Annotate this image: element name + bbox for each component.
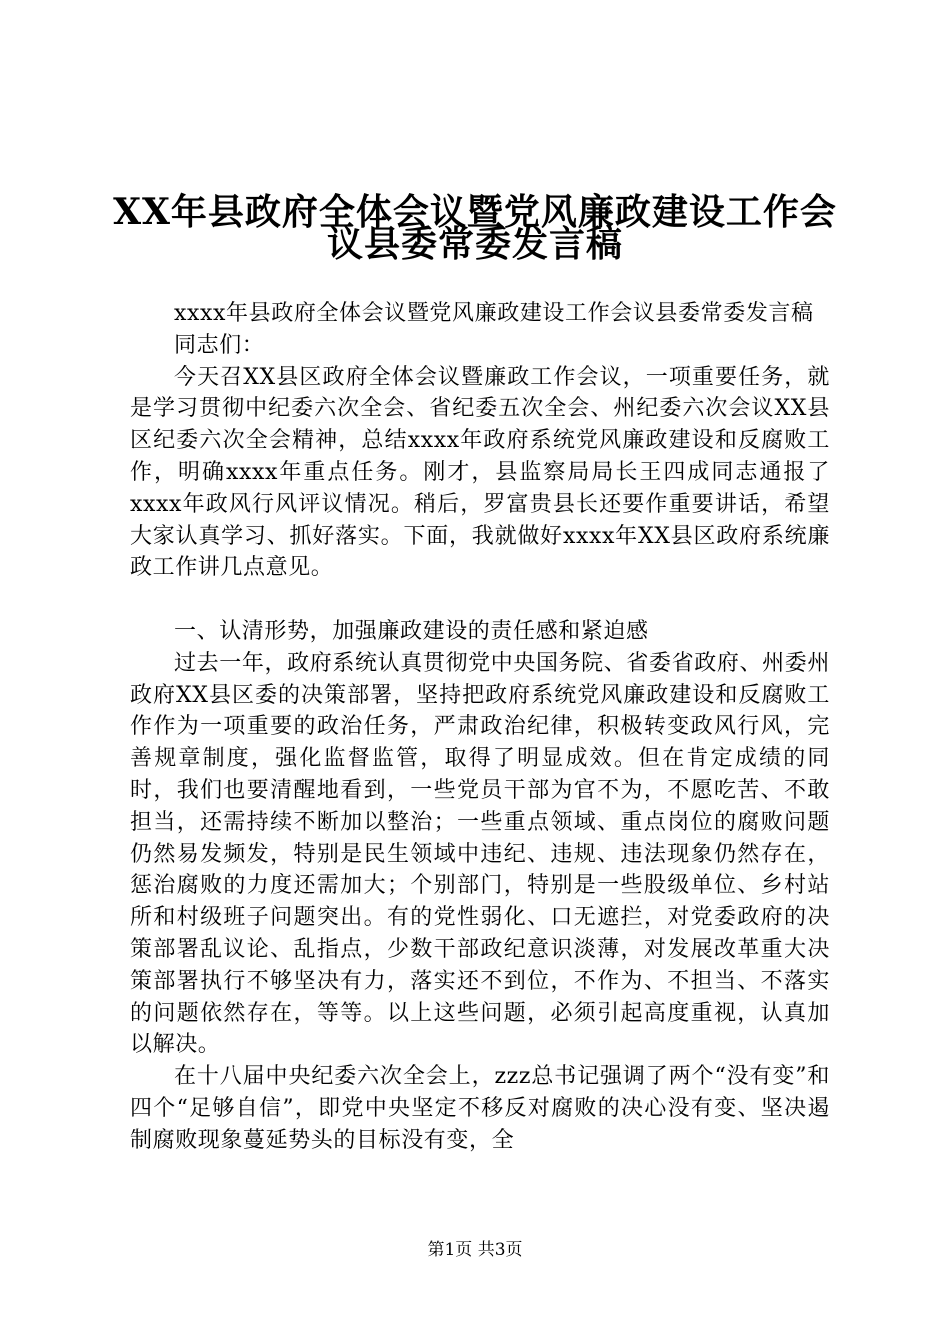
paragraph-salutation: 同志们： (174, 332, 265, 358)
paragraph-subtitle: xxxx年县政府全体会议暨党风廉政建设工作会议县委常委发言稿 (174, 301, 814, 326)
paragraph-section-1-continued: 在十八届中央纪委六次全会上，zzz总书记强调了两个“没有变”和四个“足够自信”，即党中央坚定不移反对腐败的决心没有变、坚决遏制腐败现象蔓延势头的目标没有变，全 (130, 1064, 830, 1153)
paragraph-spacer (130, 584, 830, 616)
section-heading-1: 一、认清形势，加强廉政建设的责任感和紧迫感 (174, 618, 649, 644)
document-title-line-2: 议县委常委发言稿 (326, 223, 623, 265)
document-title-line-1: XX年县政府全体会议暨党风廉政建设工作会 (113, 191, 837, 233)
paragraph-section-1: 过去一年，政府系统认真贯彻党中央国务院、省委省政府、州委州政府XX县区委的决策部署，坚持把政府系统党风廉政建设和反腐败工作作为一项重要的政治任务，严肃政治纪律，积极转变政风行风，完善规章制度，强化监督监管，取得了明显成效。但在肯定成绩的同时，我们也要清醒地看到，一些党员干部为官不为，不愿吃苦、不敢担当，还需持续不断加以整治；一些重点领域、重点岗位的腐败问题仍然易发频发，特别是民生领域中违纪、违规、违法现象仍然存在，惩治腐败的力度还需加大；个别部门，特别是一些股级单位、乡村站所和村级班子问题突出。有的党性弱化、口无遮拦，对党委政府的决策部署乱议论、乱指点，少数干部政纪意识淡薄，对发展改革重大决策部署执行不够坚决有力，落实还不到位，不作为、不担当、不落实的问题依然存在，等等。以上这些问题，必须引起高度重视，认真加以解决。 (130, 650, 830, 1058)
paragraph-intro: 今天召XX县区政府全体会议暨廉政工作会议，一项重要任务，就是学习贯彻中纪委六次全会、省纪委五次全会、州纪委六次会议XX县区纪委六次全会精神，总结xxxx年政府系统党风廉政建设和反腐败工作，明确xxxx年重点任务。刚才，县监察局局长王四成同志通报了xxxx年政风行风评议情况。稍后，罗富贵县长还要作重要讲话，希望大家认真学习、抓好落实。下面，我就做好xxxx年XX县区政府系统廉政工作讲几点意见。 (130, 364, 830, 581)
document-body (130, 298, 830, 1157)
page-footer: 第1页 共3页 (427, 1240, 523, 1260)
